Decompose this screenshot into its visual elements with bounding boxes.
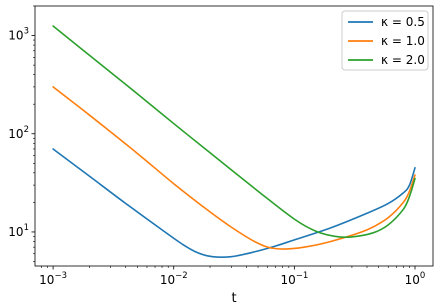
legend-entries xyxy=(348,15,425,67)
tick-label: $10^2$ xyxy=(8,124,29,141)
tick-label: $10^{-3}$ xyxy=(39,271,67,287)
y-axis-ticks xyxy=(8,6,35,262)
tick-label: $10^0$ xyxy=(404,271,426,287)
tick-label: $10^1$ xyxy=(8,222,29,239)
tick-label: $10^3$ xyxy=(8,26,29,43)
tick-label: $10^{-2}$ xyxy=(159,271,188,287)
tick-label: $10^{-1}$ xyxy=(280,271,309,287)
x-axis-ticks xyxy=(39,266,425,287)
x-axis-label: t xyxy=(231,291,237,306)
legend xyxy=(342,11,428,70)
legend-label: κ = 0.5 xyxy=(381,15,425,29)
legend-label: κ = 2.0 xyxy=(381,53,425,67)
legend-label: κ = 1.0 xyxy=(381,34,425,48)
